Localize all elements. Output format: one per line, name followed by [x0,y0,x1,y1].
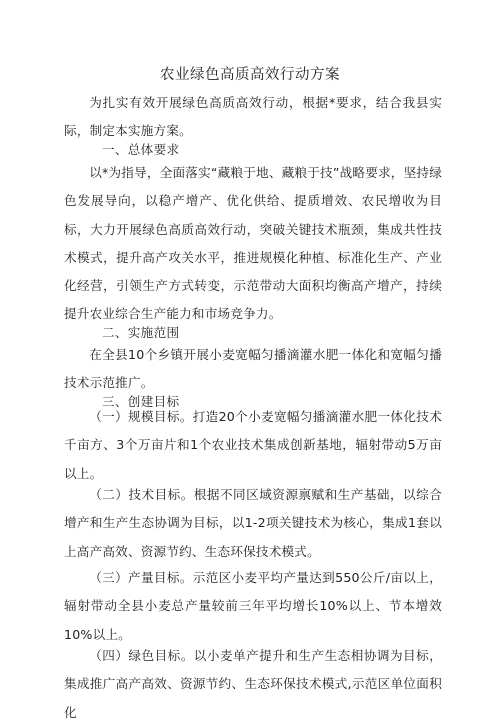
general-requirements-paragraph: 以*为指导，全面落实“藏粮于地、藏粮于技”战略要求，坚持绿色发展导向，以稳产增产、优化供给、提质增效、农民增收为目标，大力开展绿色高质高效行动，突破关键技术瓶颈，集成共性技术模式，提升高产攻关水平，推进规模化种植、标准化生产、产业化经营，引领生产方式转变，示范带动大面积均衡高产增产，持续提升农业综合生产能力和市场竞争力。 [64,165,442,322]
scope-paragraph: 在全县10个乡镇开展小麦宽幅匀播滴灌水肥一体化和宽幅匀播技术示范推广。 [64,347,442,391]
goal-green-paragraph: （四）绿色目标。以小麦单产提升和生产生态相协调为目标，集成推广高产高效、资源节约、生态环保技术模式,示范区单位面积化 [64,648,442,720]
goal-technology-paragraph: （二）技术目标。根据不同区域资源禀赋和生产基础，以综合增产和生产生态协调为目标，以1-2项关键技术为核心，集成1套以上高产高效、资源节约、生态环保技术模式。 [64,487,442,559]
section-heading-goals: 三、创建目标 [102,394,180,409]
document-title: 农业绿色高质高效行动方案 [160,67,340,83]
goal-scale-paragraph: （一）规模目标。打造20个小麦宽幅匀播滴灌水肥一体化技术千亩方、3个万亩片和1个农业技术集成创新基地，辐射带动5万亩以上。 [64,409,442,481]
section-heading-general-requirements: 一、总体要求 [102,142,180,157]
goal-yield-paragraph: （三）产量目标。示范区小麦平均产量达到550公斤/亩以上，辐射带动全县小麦总产量较前三年平均增长10%以上、节本增效10%以上。 [64,570,442,642]
section-heading-scope: 二、实施范围 [102,325,180,340]
intro-paragraph: 为扎实有效开展绿色高质高效行动，根据*要求，结合我县实际，制定本实施方案。 [64,95,442,139]
